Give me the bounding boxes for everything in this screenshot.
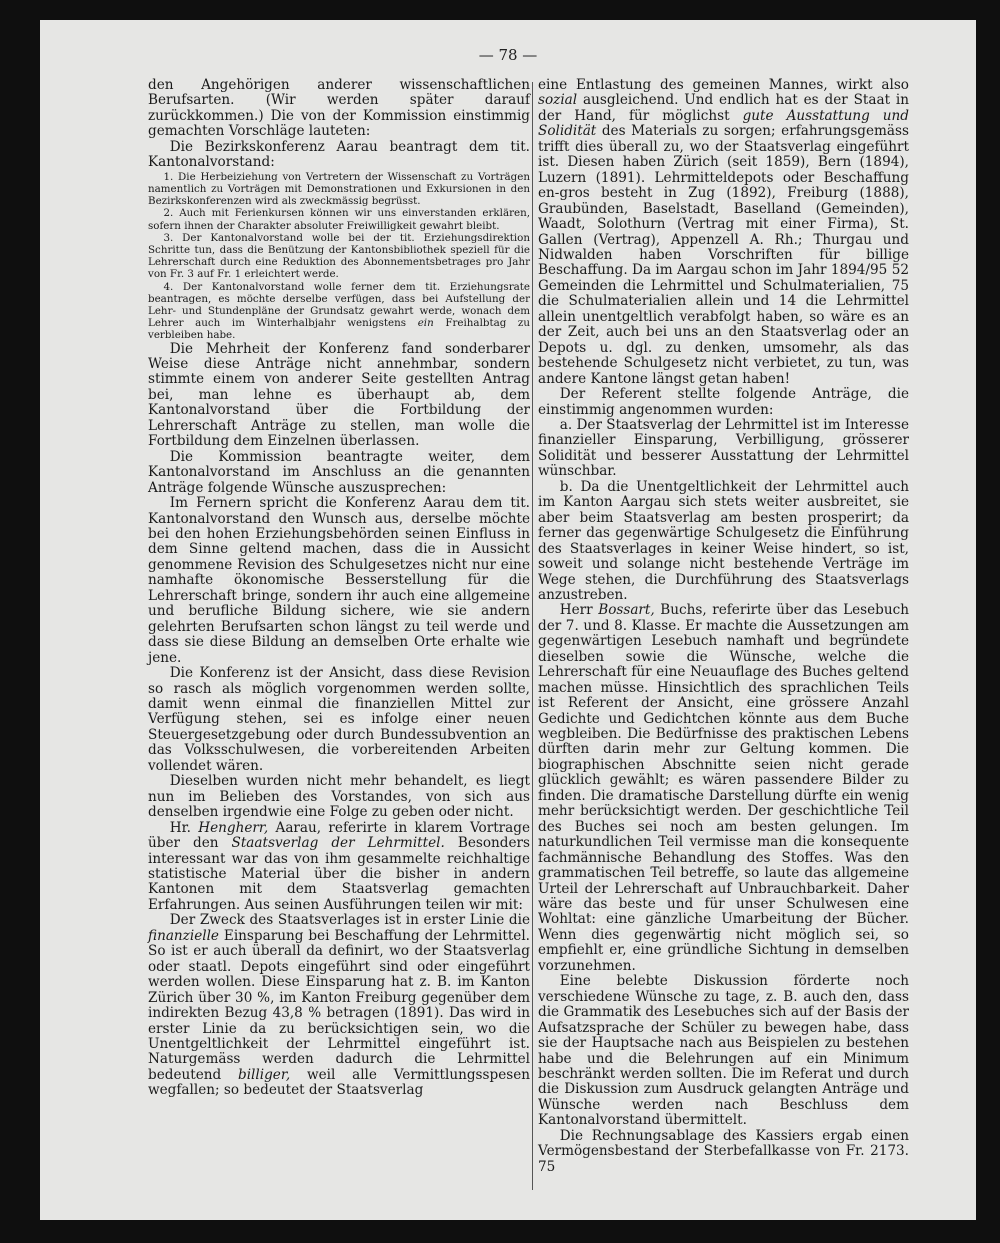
motion-item: a. Der Staatsverlag der Lehrmittel ist im Interesse finanzieller Einsparung, Verbilligung, grösserer Solidität und besserer Ausstattung der Lehrmittel wünschbar. <box>538 416 909 480</box>
page-number: — 78 — <box>478 46 538 64</box>
motion-item: 1. Die Herbeiziehung von Vertretern der Wissenschaft zu Vorträgen namentlich zu Vorträgen mit Demonstrationen und Exkursionen in den Bezirkskonferenzen wird als zweckmässig begrüsst. <box>148 170 530 208</box>
paragraph: Im Fernern spricht die Konferenz Aarau dem tit. Kantonalvorstand den Wunsch aus, derselbe möchte bei den hohen Erziehungsbehörden seinen Einfluss in dem Sinne geltend machen, dass die in Aussicht genommene Revision des Schulgesetzes nicht nur eine namhafte ökonomische Besserstellung für die Lehrerschaft bringe, sondern ihr auch eine allgemeine und berufliche Bildung sichere, wie sie andern gelehrten Berufsarten schon längst zu teil werde und dass sie diese Bildung an demselben Orte erhalte wie jene. <box>148 495 530 666</box>
motion-item: 2. Auch mit Ferienkursen können wir uns einverstanden erklären, sofern ihnen der Charakter absoluter Freiwilligkeit gewahrt bleibt. <box>148 207 530 232</box>
emphasis: ein <box>417 317 434 330</box>
speaker-name: Bossart, <box>598 602 655 619</box>
motion-list <box>148 171 530 342</box>
right-column <box>538 78 909 1175</box>
topic-title: Staatsverlag der Lehrmittel. <box>231 835 445 852</box>
paragraph: Die Mehrheit der Konferenz fand sonderbarer Weise diese Anträge nicht annehmbar, sondern stimmte einem von anderer Seite gestellten Antrag bei, man lehne es überhaupt ab, dem Kantonalvorstand über die Fortbildung der Lehrerschaft Anträge zu stellen, man wolle die Fortbildung dem Einzelnen überlassen. <box>148 340 530 450</box>
paragraph: Die Bezirkskonferenz Aarau beantragt dem tit. Kantonalvorstand: <box>148 138 530 171</box>
emphasis: gute Ausstattung und Solidität <box>538 107 910 140</box>
motion-item: 3. Der Kantonalvorstand wolle bei der tit. Erziehungsdirektion Schritte tun, dass die Benützung der Kantonsbibliothek speziell für die Lehrerschaft durch eine Reduktion des Abonnementsbetrages pro Jahr von Fr. 3 auf Fr. 1 erleichtert werde. <box>148 231 530 281</box>
paragraph: Hr. Hengherr, Aarau, referirte in klarem Vortrage über den Staatsverlag der Lehrmittel. Besonders interessant war das von ihm gesammelte reichhaltige statistische Material über die bisher in andern Kantonen mit dem Staatsverlag gemachten Erfahrungen. Aus seinen Ausführungen teilen wir mit: <box>148 819 531 913</box>
paragraph: Herr Bossart, Buchs, referirte über das Lesebuch der 7. und 8. Klasse. Er machte die Aussetzungen am gegenwärtigen Lesebuch namhaft und begründete dieselben sowie die Wünsche, welche die Lehrerschaft für eine Neuauflage des Buches geltend machen müsse. Hinsichtlich des sprachlichen Teils ist Referent der Ansicht, eine grössere Anzahl Gedichte und Gedichtchen könnte aus dem Buche wegbleiben. Die Bedürfnisse des praktischen Lebens dürften darin mehr zur Geltung kommen. Die biographischen Abschnitte seien nicht gerade glücklich gewählt; es wären passendere Bilder zu finden. Die dramatische Darstellung dürfte ein wenig mehr berücksichtigt werden. Der geschichtliche Teil des Buches sei noch am besten gelungen. Im naturkundlichen Teil vermisse man die konsequente fachmännische Behandlung des Stoffes. Was den grammatischen Teil betreffe, so laute das allgemeine Urteil der Lehrerschaft auf Unbrauchbarkeit. Daher wäre das beste und für unser Schulwesen eine Wohltat: eine gänzliche Umarbeitung der Bücher. Wenn dies gegenwärtig nicht möglich sei, so empfiehlt er, eine gründliche Sichtung in demselben vorzunehmen. <box>538 602 909 974</box>
paragraph: Der Zweck des Staatsverlages ist in erster Linie die finanzielle Einsparung bei Beschaffung der Lehrmittel. So ist er auch überall da definirt, wo der Staatsverlag oder staatl. Depots eingeführt sind oder eingeführt werden wollen. Diese Einsparung hat z. B. im Kanton Zürich über 30 %, im Kanton Freiburg gegenüber dem indirekten Bezug 43,8 % betragen (1891). Das wird in erster Linie da zu berücksichtigen sein, wo die Unentgeltlichkeit der Lehrmittel eingeführt ist. Naturgemäss werden dadurch die Lehrmittel bedeutend billiger, weil alle Vermittlungsspesen wegfallen; so bedeutet der Staatsverlag <box>148 912 531 1099</box>
paragraph: Die Rechnungsablage des Kassiers ergab einen Vermögensbestand der Sterbefallkasse von Fr. 2173. 75 <box>538 1127 909 1175</box>
motion-item: 4. Der Kantonalvorstand wolle ferner dem tit. Erziehungsrate beantragen, es möchte derselbe verfügen, dass bei Aufstellung der Lehr- und Stundenpläne der Grundsatz gewahrt werde, wonach dem Lehrer auch im Winterhalbjahr wenigstens ein Freihalbtag zu verbleiben habe. <box>148 280 530 342</box>
paragraph: Der Referent stellte folgende Anträge, die einstimmig angenommen wurden: <box>538 386 909 418</box>
speaker-name: Hengherr, <box>198 819 269 836</box>
paragraph: den Angehörigen anderer wissenschaftlichen Berufsarten. (Wir werden später darauf zurückkommen.) Die von der Kommission einstimmig gemachten Vorschläge lauteten: <box>148 77 530 140</box>
paragraph: Die Konferenz ist der Ansicht, dass diese Revision so rasch als möglich vorgenommen werden sollte, damit wenn einmal die finanziellen Mittel zur Verfügung stehen, sei es infolge einer neuen Steuergesetzgebung oder durch Bundessubvention an das Volksschulwesen, die vorbereitenden Arbeiten vollendet wären. <box>148 665 530 774</box>
column-divider <box>532 82 533 1190</box>
paragraph: Die Kommission beantragte weiter, dem Kantonalvorstand im Anschluss an die genannten Anträge folgende Wünsche auszusprechen: <box>148 448 530 496</box>
paragraph: Eine belebte Diskussion förderte noch verschiedene Wünsche zu tage, z. B. auch den, dass die Grammatik des Lesebuches sich auf der Basis der Aufsatzsprache der Schüler zu bewegen habe, dass sie der Hauptsache nach aus Beispielen zu bestehen habe und die Belehrungen auf ein Minimum beschränkt werden sollten. Die im Referat und durch die Diskussion zum Ausdruck gelangten Anträge und Wünsche werden nach Beschluss dem Kantonalvorstand übermittelt. <box>538 973 909 1129</box>
paragraph: Dieselben wurden nicht mehr behandelt, es liegt nun im Belieben des Vorstandes, von sich aus denselben irgendwie eine Folge zu geben oder nicht. <box>148 773 530 821</box>
motion-item: b. Da die Unentgeltlichkeit der Lehrmittel auch im Kanton Aargau sich stets weiter ausbreitet, sie aber beim Staatsverlag am besten prosperirt; da ferner das gegenwärtige Schulgesetz die Einführung des Staatsverlages in keiner Weise hindert, so ist, soweit und solange nicht bestehende Verträge im Wege stehen, die Durchführung des Staatsverlags anzustreben. <box>538 478 909 603</box>
left-column <box>148 78 530 1099</box>
document-page <box>40 20 976 1220</box>
paragraph: eine Entlastung des gemeinen Mannes, wirkt also sozial ausgleichend. Und endlich hat es der Staat in der Hand, für möglichst gute Ausstattung und Solidität des Materials zu sorgen; erfahrungsgemäss trifft dies überall zu, wo der Staatsverlag eingeführt ist. Diesen haben Zürich (seit 1859), Bern (1894), Luzern (1891). Lehrmitteldepots oder Beschaffung en-gros besteht in Zug (1892), Freiburg (1888), Graubünden, Baselstadt, Baselland (Gemeinden), Waadt, Solothurn (Vertrag mit einer Firma), St. Gallen (Vertrag), Appenzell A. Rh.; Thurgau und Nidwalden haben Vorschriften für billige Beschaffung. Da im Aargau schon im Jahr 1894/95 52 Gemeinden die Lehrmittel und Schulmaterialien, 75 die Schulmaterialien allein und 14 die Lehrmittel allein unentgeltlich verabfolgt haben, so wäre es an der Zeit, auch bei uns an den Staatsverlag oder an Depots u. dgl. zu denken, umsomehr, als das bestehende Schulgesetz nicht verbietet, zu tun, was andere Kantone längst getan haben! <box>538 77 910 387</box>
emphasis: finanzielle <box>148 927 219 944</box>
emphasis: sozial <box>538 92 578 109</box>
emphasis: billiger, <box>238 1066 291 1083</box>
